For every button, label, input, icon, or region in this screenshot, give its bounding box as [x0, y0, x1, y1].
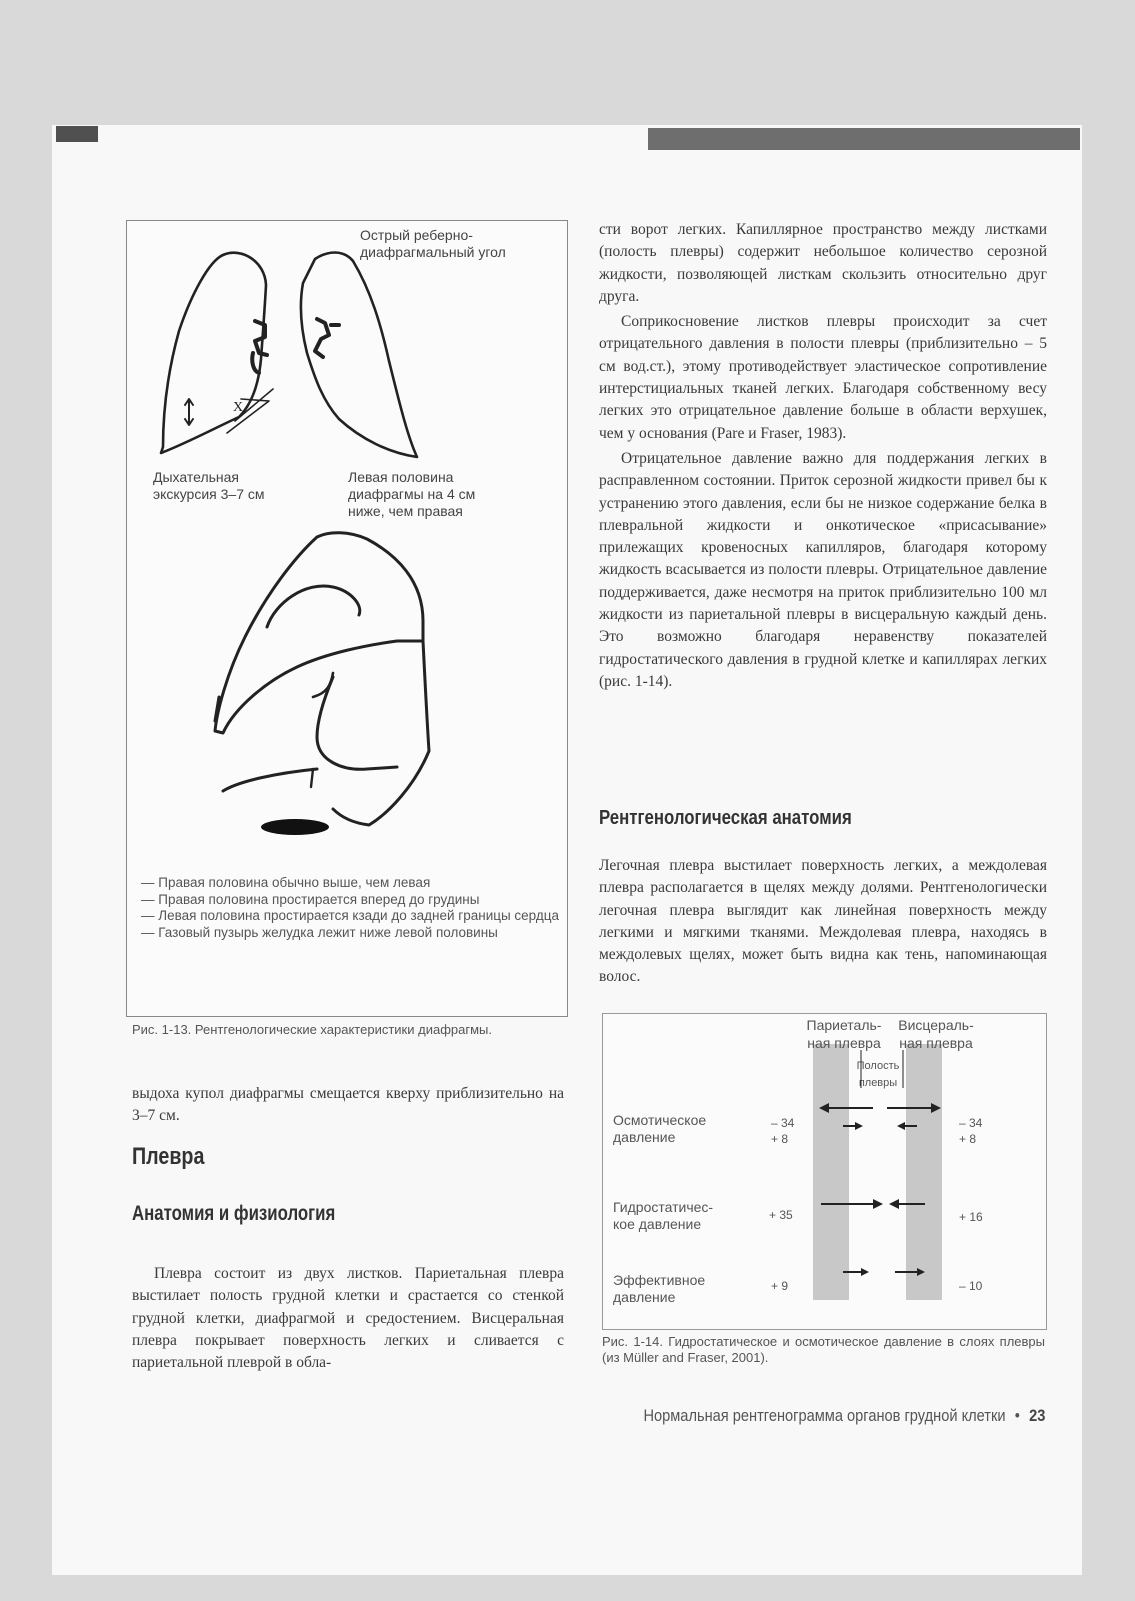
heading-pleura: Плевра — [132, 1143, 205, 1170]
footer-bullet: • — [1014, 1406, 1020, 1425]
row-label-hydrostatic: Гидростатичес- кое давление — [613, 1199, 714, 1232]
bullet-item: — Левая половина простирается кзади до задней границы сердца — [141, 908, 559, 923]
row-label-effective: Эффективное давление — [613, 1272, 706, 1305]
running-title: Нормальная рентгенограмма органов грудной клетки — [643, 1406, 1006, 1425]
paragraph: Соприкосновение листков плевры происходит за счет отрицательного давления в полости плевры (приблизительно – 5 см вод.ст.), этому противодействует эластическое сопротивление интерстициальных тканей легких. Благодаря собственному весу легких это отрицательное давление больше в области верхушек, чем у основания (Pare и Fraser, 1983). — [599, 313, 1047, 442]
paragraph: сти ворот легких. Капиллярное пространство между листками (полость плевры) содержит небольшое количество серозной жидкости, позволяющей листкам скользить относительно друг друга. — [599, 221, 1047, 305]
heading-radiology: Рентгенологическая анатомия — [599, 807, 852, 829]
header-bar-left — [56, 126, 98, 142]
figure-1-13 — [126, 220, 568, 1017]
pressure-arrows — [603, 1014, 1046, 1329]
right-column — [599, 219, 1047, 693]
bullet-item: — Правая половина обычно выше, чем левая — [141, 875, 431, 890]
label-left-half: Левая половина диафрагмы на 4 см ниже, чем правая — [348, 469, 476, 519]
hydrostatic-left-value: + 35 — [769, 1208, 793, 1222]
bullet-item: — Газовый пузырь желудка лежит ниже левой половины — [141, 924, 498, 940]
osmotic-left-values: – 34 + 8 — [771, 1116, 795, 1146]
cavity-label: Полость плевры — [856, 1060, 900, 1089]
diaphragm-bullets — [141, 875, 559, 941]
row-label-osmotic: Осмотическое давление — [613, 1112, 707, 1145]
header-bar-right — [648, 128, 1080, 150]
running-footer — [643, 1406, 1045, 1426]
diaphragm-illustration — [127, 221, 567, 871]
hydrostatic-right-value: + 16 — [959, 1210, 983, 1224]
visceral-label: Висцераль- ная плевра — [898, 1017, 974, 1051]
figure-1-13-caption: Рис. 1-13. Рентгенологические характеристики диафрагмы. — [132, 1022, 492, 1037]
bullet-item: — Правая половина простирается вперед до грудины — [141, 891, 480, 907]
heading-anatomy: Анатомия и физиология — [132, 1202, 336, 1225]
page-number: 23 — [1028, 1406, 1045, 1425]
parietal-label: Париеталь- ная плевра — [806, 1017, 882, 1051]
figure-1-14-caption: Рис. 1-14. Гидростатическое и осмотическое давление в слоях плевры (из Müller and Fraser, 2001). — [602, 1334, 1045, 1365]
effective-right-value: – 10 — [959, 1279, 983, 1293]
pleura-paragraph: Плевра состоит из двух листков. Париетальная плевра выстилает полость грудной клетки и срастается со стенкой грудной клетки, диафрагмой и средостением. Висцеральная плевра покрывает поверхность легких и сливается с париетальной плеврой в обла- — [132, 1265, 564, 1372]
paragraph: Отрицательное давление важно для поддержания легких в расправленном состоянии. Приток серозной жидкости привел бы к устранению этого давления, если бы не низкое содержание белка в плевральной жидкости и онкотическое «присасывание» прилежащих кровеносных капилляров, благодаря которому жидкость всасывается из полости плевры. Отрицательное давление поддерживается, даже несмотря на приток приблизительно 100 мл жидкости из париетальной плевры в висцеральную каждый день. Это возможно благодаря неравенству показателей гидростатического давления в грудной клетке и капиллярах легких (рис. 1-14). — [599, 449, 1047, 690]
osmotic-right-values: – 34 + 8 — [959, 1116, 983, 1146]
figure-1-14 — [602, 1013, 1047, 1330]
label-acute-angle: Острый реберно- диафрагмальный угол — [360, 227, 506, 260]
effective-left-value: + 9 — [771, 1279, 789, 1293]
excursion-marker: X — [233, 400, 244, 415]
left-continuation-text: выдоха купол диафрагмы смещается кверху приблизительно на 3–7 см. — [132, 1085, 564, 1125]
radiology-paragraph: Легочная плевра выстилает поверхность легких, а междолевая плевра располагается в щелях между долями. Рентгенологически легочная плевра выглядит как линейная поверхность между легкими и мягкими тканями. Междолевая плевра, находясь в междолевых щелях, может быть видна как тень, напоминающая волос. — [599, 857, 1047, 986]
label-excursion: Дыхательная экскурсия 3–7 см — [153, 469, 265, 502]
